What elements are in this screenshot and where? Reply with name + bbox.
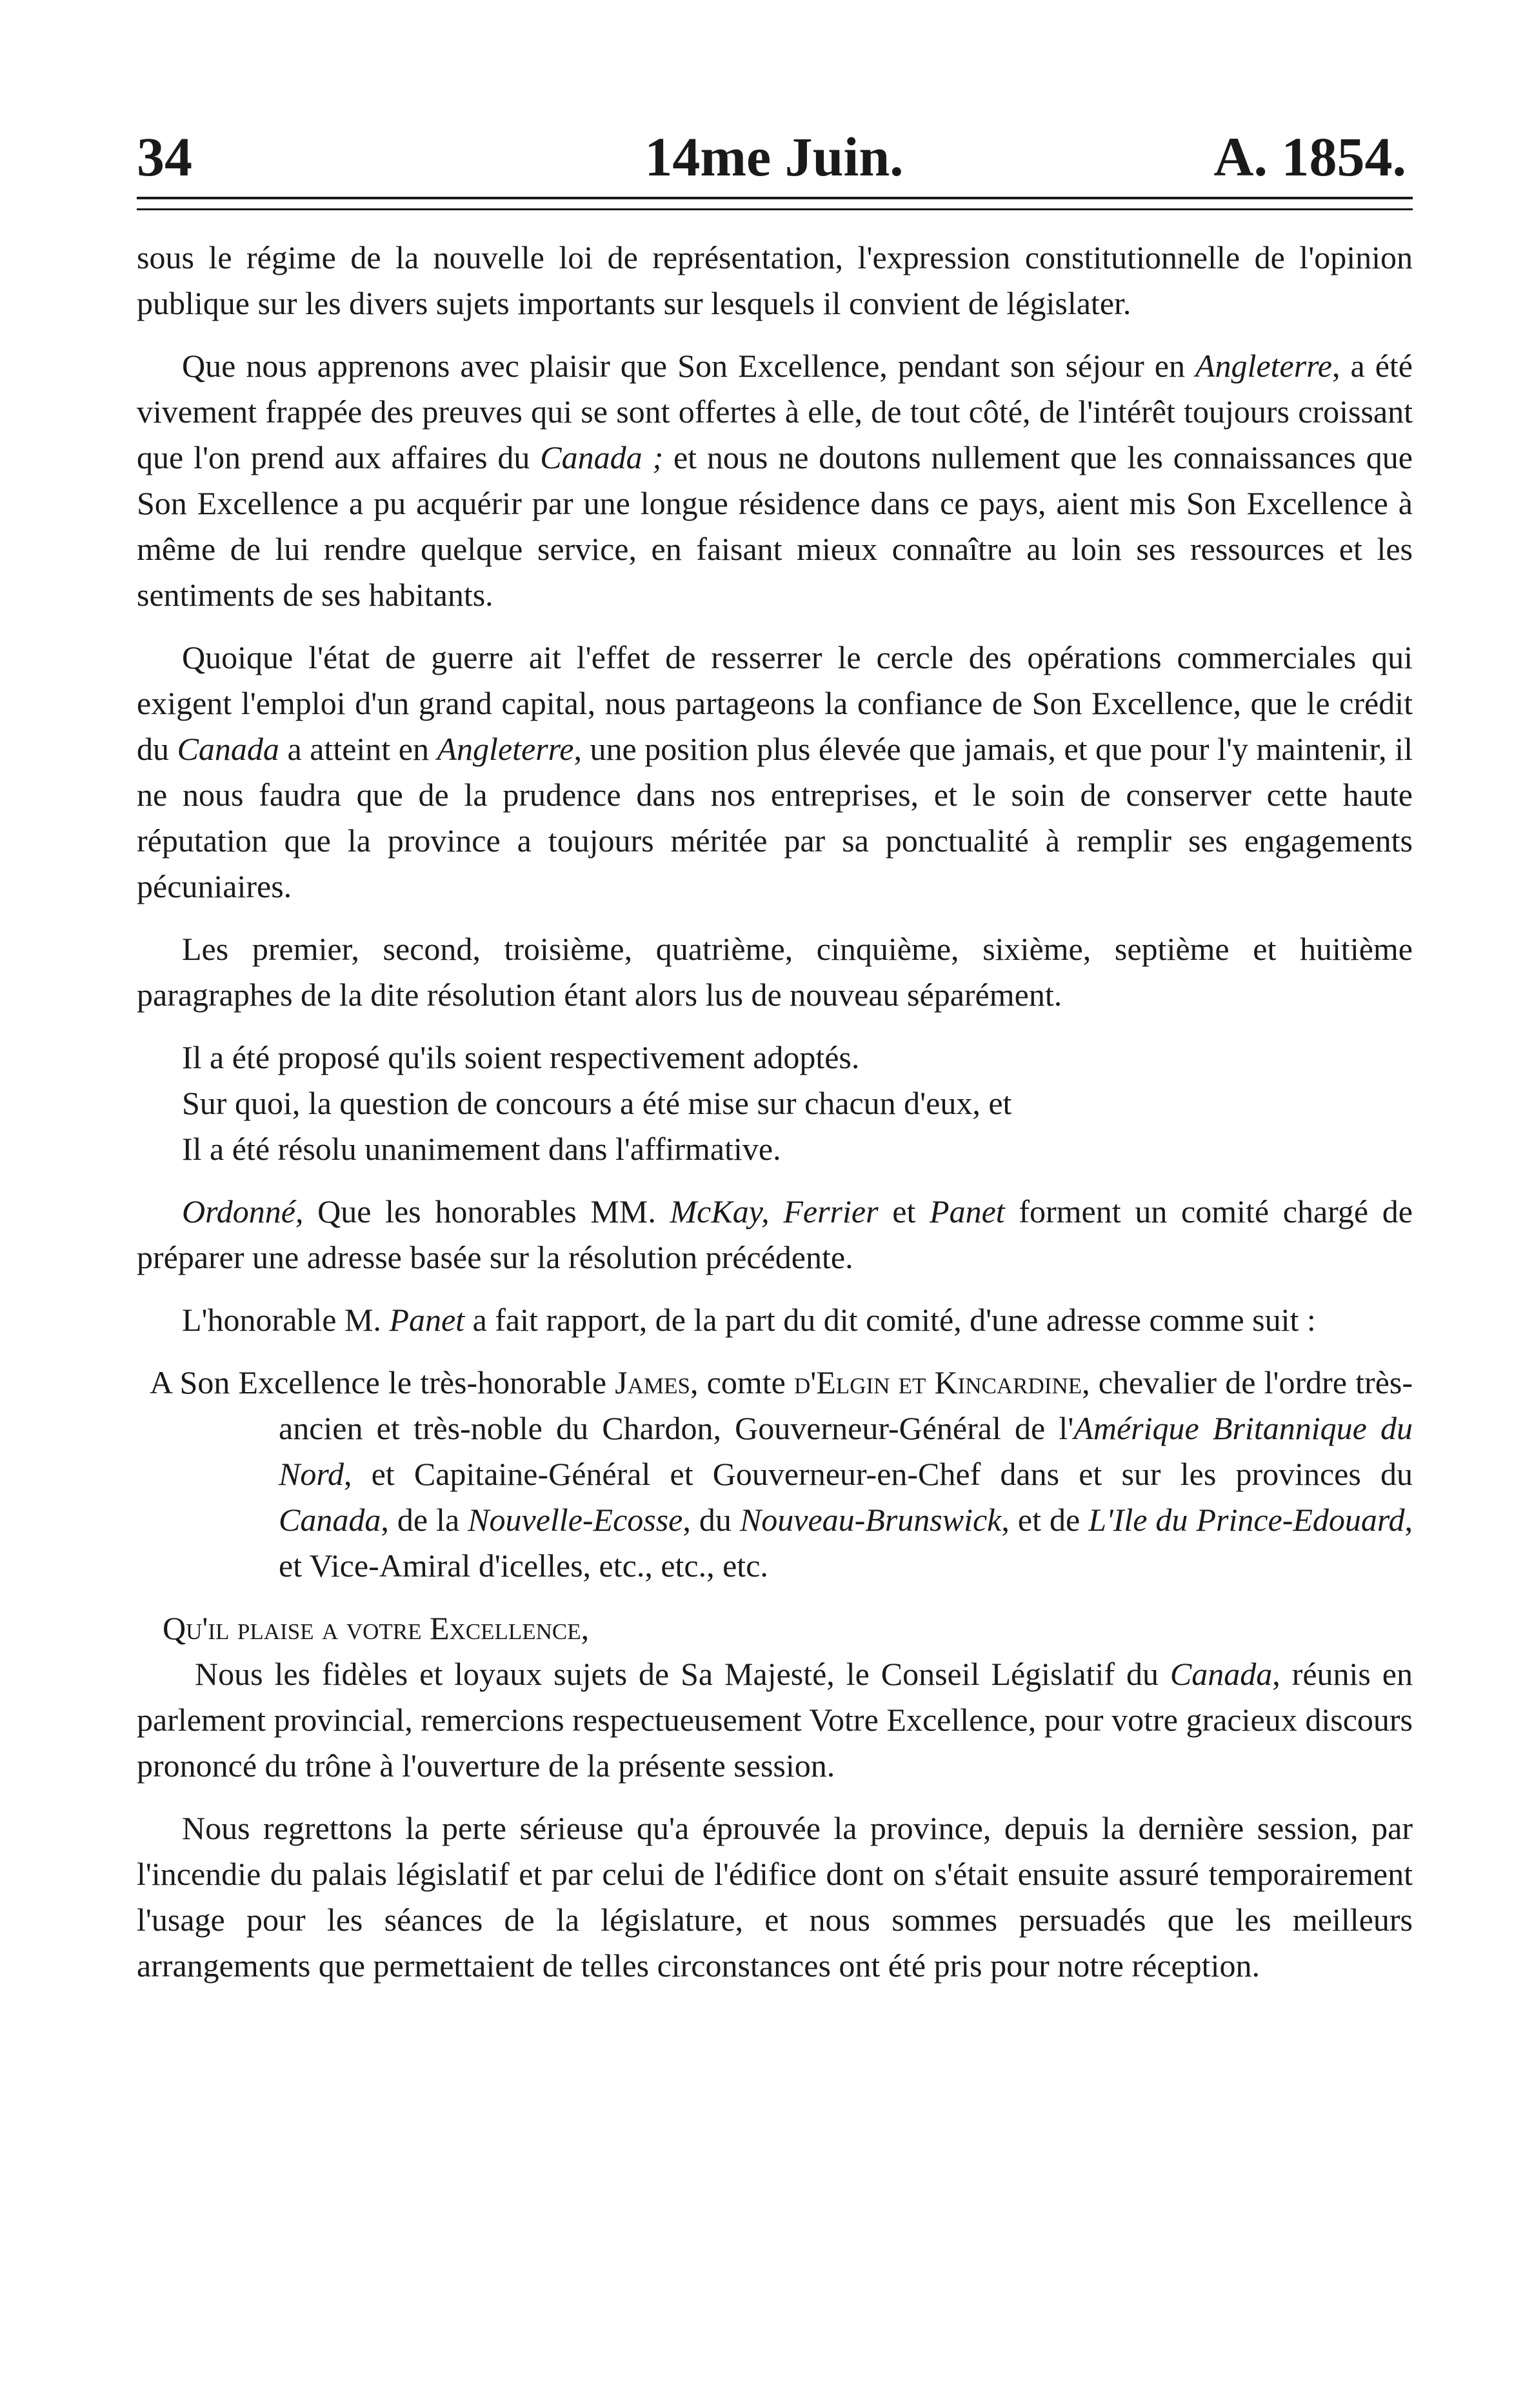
p10-text-c: , réunis en parlement provincial, remercions respectueusement Votre Excellence, pour votre gracieux discours prononcé du trône à l'ouverture de la présente session. xyxy=(137,1656,1413,1784)
addr-smallcaps-james: James xyxy=(615,1364,690,1400)
document-body xyxy=(129,235,1419,1989)
addr-text-m: , et de xyxy=(1001,1502,1089,1538)
addr-text-c: , comte xyxy=(690,1364,794,1400)
p8-italic-ferrier: Ferrier xyxy=(783,1193,879,1229)
paragraph-7 xyxy=(137,1126,1413,1172)
p3-italic-canada: Canada xyxy=(177,731,279,767)
addr-smallcaps-elgin: d'Elgin et Kincardine xyxy=(793,1364,1082,1400)
addr-italic-amerique: Amérique Britannique du Nord xyxy=(279,1410,1413,1492)
paragraph-7-text: Il a été résolu unanimement dans l'affirmative. xyxy=(182,1131,781,1167)
addr-text-k: , du xyxy=(682,1502,740,1538)
page-number: 34 xyxy=(137,126,192,188)
paragraph-3 xyxy=(137,635,1413,910)
addr-text-i: , de la xyxy=(381,1502,468,1538)
addr-italic-ile-prince-edouard: L'Ile du Prince-Edouard xyxy=(1088,1502,1405,1538)
p8-text-h: forment un comité chargé de préparer une adresse basée sur la résolution précédente. xyxy=(137,1193,1413,1275)
header-double-rule xyxy=(137,197,1413,210)
p9-text-a: L'honorable M. xyxy=(182,1302,390,1338)
paragraph-5 xyxy=(137,1035,1413,1080)
p8-text-et: et xyxy=(878,1193,930,1229)
p2-text-c: , a été vivement frappée des preuves qui se sont offertes à elle, de tout côté, de l'intérêt toujours croissant que l'on prend aux affaires du xyxy=(137,348,1413,475)
paragraph-4-text: Les premier, second, troisième, quatrième, cinquième, sixième, septième et huitième paragraphes de la dite résolution étant alors lus de nouveau séparément. xyxy=(137,931,1413,1013)
p3-text-e: , une position plus élevée que jamais, et que pour l'y maintenir, il ne nous faudra que de la prudence dans nos entreprises, et le soin de conserver cette haute réputation que la province a toujours méritée par sa ponctualité à remplir ses engagements pécuniaires. xyxy=(137,731,1413,904)
p8-italic-ordonne: Ordonné, xyxy=(182,1193,304,1229)
paragraph-6-text: Sur quoi, la question de concours a été mise sur chacun d'eux, et xyxy=(182,1085,1012,1121)
p3-italic-angleterre: Angleterre xyxy=(437,731,574,767)
addr-italic-nouveau-brunswick: Nouveau-Brunswick xyxy=(739,1502,1002,1538)
p9-italic-panet: Panet xyxy=(389,1302,465,1338)
p10-text-a: Nous les fidèles et loyaux sujets de Sa Majesté, le Conseil Législatif du xyxy=(195,1656,1170,1692)
addr-italic-canada: Canada xyxy=(279,1502,381,1538)
document-page xyxy=(129,113,1419,2371)
p2-text-e: et nous ne doutons nullement que les connaissances que Son Excellence a pu acquérir par une longue résidence dans ce pays, aient mis Son Excellence à même de lui rendre quelque service, en faisant mieux connaître au loin ses ressources et les sentiments de ses habitants. xyxy=(137,439,1413,613)
paragraph-8 xyxy=(137,1189,1413,1280)
page-header xyxy=(129,113,1419,197)
p8-italic-panet: Panet xyxy=(930,1193,1005,1229)
addr-text-a: A Son Excellence le très-honorable xyxy=(150,1364,615,1400)
paragraph-9 xyxy=(137,1297,1413,1343)
p8-space xyxy=(770,1193,784,1229)
addr-italic-nouvelle-ecosse: Nouvelle-Ecosse xyxy=(468,1502,683,1538)
p8-italic-mckay: McKay, xyxy=(670,1193,770,1229)
p3-text-a: Quoique l'état de guerre ait l'effet de resserrer le cercle des opérations commerciales qui exigent l'emploi d'un grand capital, nous partageons la confiance de Son Excellence, que le crédit du xyxy=(137,639,1413,767)
page-date-title: 14me Juin. xyxy=(644,126,904,188)
paragraph-6 xyxy=(137,1080,1413,1126)
p2-italic-angleterre: Angleterre xyxy=(1195,348,1332,384)
paragraph-11-text: Nous regrettons la perte sérieuse qu'a éprouvée la province, depuis la dernière session, par l'incendie du palais législatif et par celui de l'édifice dont on s'était ensuite assuré temporairement l'usage pour les séances de la législature, et nous sommes persuadés que les meilleurs arrangements que permettaient de telles circonstances ont été pris pour notre réception. xyxy=(137,1810,1413,1984)
p9-text-c: a fait rapport, de la part du dit comité, d'une adresse comme suit : xyxy=(464,1302,1316,1338)
paragraph-1-text: sous le régime de la nouvelle loi de représentation, l'expression constitutionnelle de l'opinion publique sur les divers sujets importants sur lesquels il convient de législater. xyxy=(137,239,1413,321)
addr-text-e: , chevalier de l'ordre très-ancien et très-noble du Chardon, Gouverneur-Général de l' xyxy=(279,1364,1413,1446)
paragraph-2 xyxy=(137,343,1413,618)
paragraph-5-text: Il a été proposé qu'ils soient respectivement adoptés. xyxy=(182,1039,860,1075)
p10-italic-canada: Canada xyxy=(1170,1656,1273,1692)
p3-text-c: a atteint en xyxy=(279,731,437,767)
page-year: A. 1854. xyxy=(1213,126,1406,188)
paragraph-11 xyxy=(137,1806,1413,1989)
p2-italic-canada: Canada ; xyxy=(540,439,664,475)
p2-text-a: Que nous apprenons avec plaisir que Son Excellence, pendant son séjour en xyxy=(182,348,1196,384)
address-block xyxy=(137,1360,1413,1589)
salutation: Qu'il plaise a votre Excellence, xyxy=(163,1610,590,1646)
paragraph-1 xyxy=(137,235,1413,326)
addr-text-g: , et Capitaine-Général et Gouverneur-en-Chef dans et sur les provinces du xyxy=(343,1456,1413,1492)
p8-text-b: Que les honorables MM. xyxy=(303,1193,670,1229)
paragraph-4 xyxy=(137,926,1413,1018)
paragraph-10 xyxy=(137,1651,1413,1789)
addr-text-o: , et Vice-Amiral d'icelles, etc., etc., etc. xyxy=(279,1502,1413,1584)
